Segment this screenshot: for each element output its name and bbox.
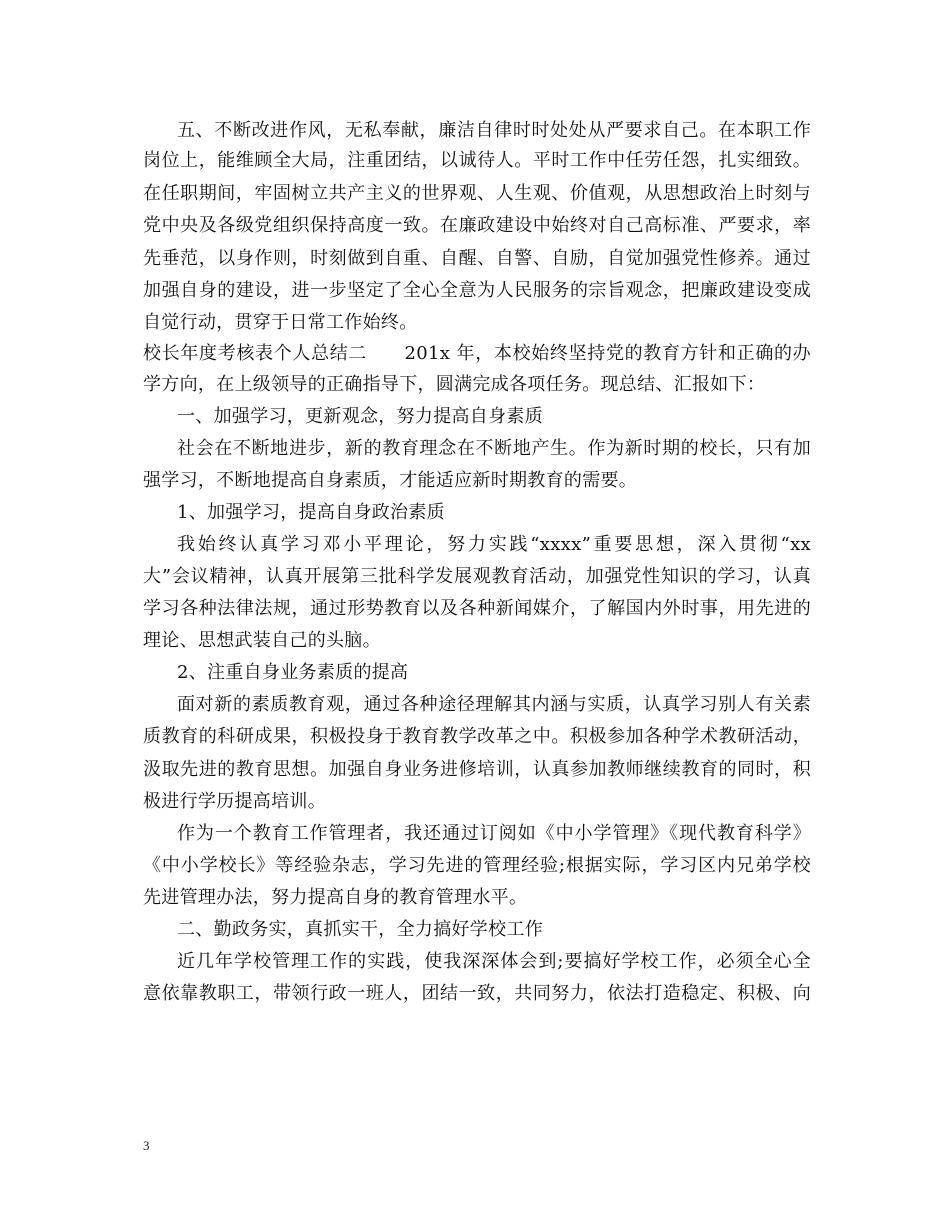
paragraph-line: 自觉行动，贯穿于日常工作始终。 xyxy=(143,312,418,333)
paragraph-line: 强学习，不断地提高自身素质，才能适应新时期教育的需要。 xyxy=(143,470,638,491)
paragraph-line: 加强自身的建设，进一步坚定了全心全意为人民服务的宗旨观念，把廉政建设变成 xyxy=(143,280,811,301)
paragraph-line: 面对新的素质教育观，通过各种途径理解其内涵与实质，认真学习别人有关素 xyxy=(177,694,811,715)
paragraph-line: 《中小学校长》等经验杂志，学习先进的管理经验;根据实际，学习区内兄弟学校 xyxy=(143,855,811,876)
paragraph-line: 汲取先进的教育思想。加强自身业务进修培训，认真参加教师继续教育的同时，积 xyxy=(143,759,811,780)
paragraph-line: 学方向，在上级领导的正确指导下，圆满完成各项任务。现总结、汇报如下： xyxy=(143,374,766,395)
paragraph-line: 五、不断改进作风，无私奉献，廉洁自律时时处处从严要求自己。在本职工作 xyxy=(177,120,811,141)
page-number: 3 xyxy=(143,1138,150,1153)
paragraph-line: 先垂范，以身作则，时刻做到自重、自醒、自警、自励，自觉加强党性修养。通过 xyxy=(143,248,811,269)
paragraph-line: 极进行学历提高培训。 xyxy=(143,791,326,812)
paragraph-line: 先进管理办法，努力提高自身的教育管理水平。 xyxy=(143,887,528,908)
section-heading-line: 校长年度考核表个人总结二 201x 年，本校始终坚持党的教育方针和正确的办 xyxy=(143,343,811,364)
paragraph-line: 作为一个教育工作管理者，我还通过订阅如《中小学管理》《现代教育科学》 xyxy=(177,823,811,844)
paragraph-line: 理论、思想武装自己的头脑。 xyxy=(143,630,381,651)
paragraph-line: 学习各种法律法规，通过形势教育以及各种新闻媒介，了解国内外时事，用先进的 xyxy=(143,598,811,619)
paragraph-line: 质教育的科研成果，积极投身于教育教学改革之中。积极参加各种学术教研活动， xyxy=(143,726,811,747)
subheading: 1、加强学习，提高自身政治素质 xyxy=(177,502,445,523)
subheading: 一、加强学习，更新观念，努力提高自身素质 xyxy=(177,406,543,427)
paragraph-line: 大”会议精神，认真开展第三批科学发展观教育活动，加强党性知识的学习，认真 xyxy=(143,566,811,587)
paragraph-line: 近几年学校管理工作的实践，使我深深体会到;要搞好学校工作，必须全心全 xyxy=(177,951,811,972)
paragraph-line: 我始终认真学习邓小平理论，努力实践“xxxx”重要思想，深入贯彻“xx xyxy=(177,534,811,555)
paragraph-line: 在任职期间，牢固树立共产主义的世界观、人生观、价值观，从思想政治上时刻与 xyxy=(143,183,811,204)
paragraph-line: 岗位上，能维顾全大局，注重团结，以诚待人。平时工作中任劳任怨，扎实细致。 xyxy=(143,150,811,171)
paragraph-line: 意依靠教职工，带领行政一班人，团结一致，共同努力，依法打造稳定、积极、向 xyxy=(143,983,811,1004)
paragraph-line: 党中央及各级党组织保持高度一致。在廉政建设中始终对自己高标准、严要求，率 xyxy=(143,215,811,236)
paragraph-line: 社会在不断地进步，新的教育理念在不断地产生。作为新时期的校长，只有加 xyxy=(177,438,811,459)
subheading: 2、注重自身业务素质的提高 xyxy=(177,662,409,683)
subheading: 二、勤政务实，真抓实干，全力搞好学校工作 xyxy=(177,919,543,940)
